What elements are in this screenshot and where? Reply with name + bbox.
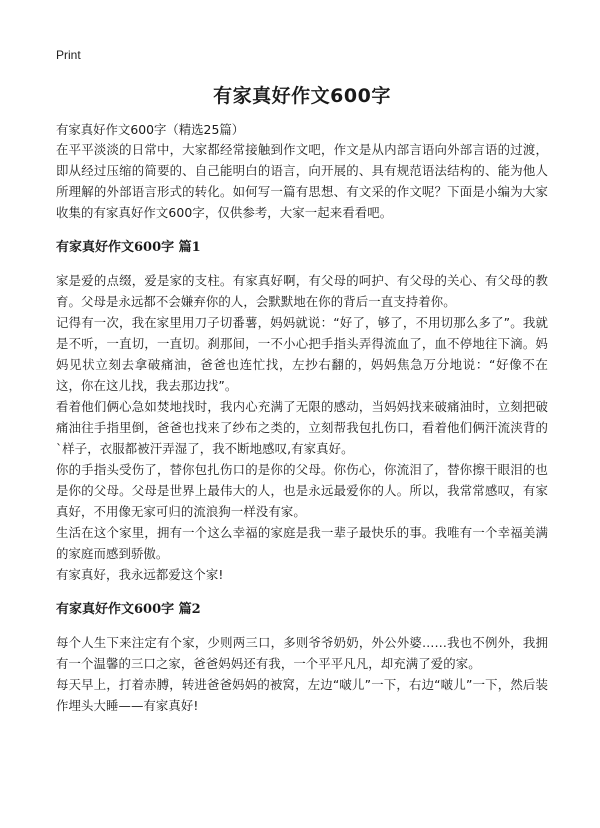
body-paragraph: 你的手指头受伤了，替你包扎伤口的是你的父母。你伤心，你流泪了，替你擦干眼泪的也是你的父母。父母是世界上最伟大的人，也是永远最爱你的人。所以，我常常感叹，有家真好，不用像无家可归的流浪狗一样没有家。 (56, 462, 548, 519)
body-paragraph: 看着他们俩心急如焚地找时，我内心充满了无限的感动，当妈妈找来破痛油时，立刻把破痛油往手指里倒，爸爸也找来了纱布之类的，立刻帮我包扎伤口，看着他们俩汗流浃背的`样子，衣服都被汗弄湿了，我不断地感叹,有家真好。 (56, 399, 548, 456)
document-title: 有家真好作文600字 (213, 85, 391, 107)
section-2 (56, 601, 548, 716)
section-heading: 有家真好作文600字 篇2 (56, 602, 201, 617)
intro-paragraph: 在平平淡淡的日常中，大家都经常接触到作文吧，作文是从内部言语向外部言语的过渡，即从经过压缩的简要的、自己能明白的语言，向开展的、具有规范语法结构的、能为他人所理解的外部语言形式的转化。如何写一篇有思想、有文采的作文呢？下面是小编为大家收集的有家真好作文600字，仅供参考，大家一起来看看吧。 (56, 142, 548, 220)
document-subtitle: 有家真好作文600字（精选25篇） (56, 122, 245, 137)
body-paragraph: 每个人生下来注定有个家，少则两三口，多则爷爷奶奶，外公外婆……我也不例外，我拥有一个温馨的三口之家，爸爸妈妈还有我，一个平平凡凡，却充满了爱的家。 (56, 635, 548, 671)
section-heading: 有家真好作文600字 篇1 (56, 240, 201, 255)
body-paragraph: 家是爱的点缀，爱是家的支柱。有家真好啊，有父母的呵护、有父母的关心、有父母的教育。父母是永远都不会嫌弃你的人，会默默地在你的背后一直支持着你。 (56, 273, 548, 309)
body-paragraph: 有家真好，我永远都爱这个家! (56, 567, 224, 582)
body-paragraph: 记得有一次，我在家里用刀子切番薯，妈妈就说：“好了，够了，不用切那么多了”。我就是不听，一直切，一直切。刹那间，一不小心把手指头弄得流血了，血不停地往下滴。妈妈见状立刻去拿破痛油，爸爸也连忙找，左抄右翻的，妈妈焦急万分地说：“好像不在这，你在这儿找，我去那边找”。 (56, 315, 548, 393)
body-paragraph: 生活在这个家里，拥有一个这么幸福的家庭是我一辈子最快乐的事。我唯有一个幸福美满的家庭而感到骄傲。 (56, 525, 548, 561)
section-1 (56, 239, 548, 585)
print-link[interactable]: Print (56, 48, 81, 62)
body-paragraph: 每天早上，打着赤膊，转进爸爸妈妈的被窝，左边“啵儿”一下，右边“啵儿”一下，然后装作埋头大睡——有家真好! (56, 677, 548, 713)
document-page (56, 44, 548, 716)
